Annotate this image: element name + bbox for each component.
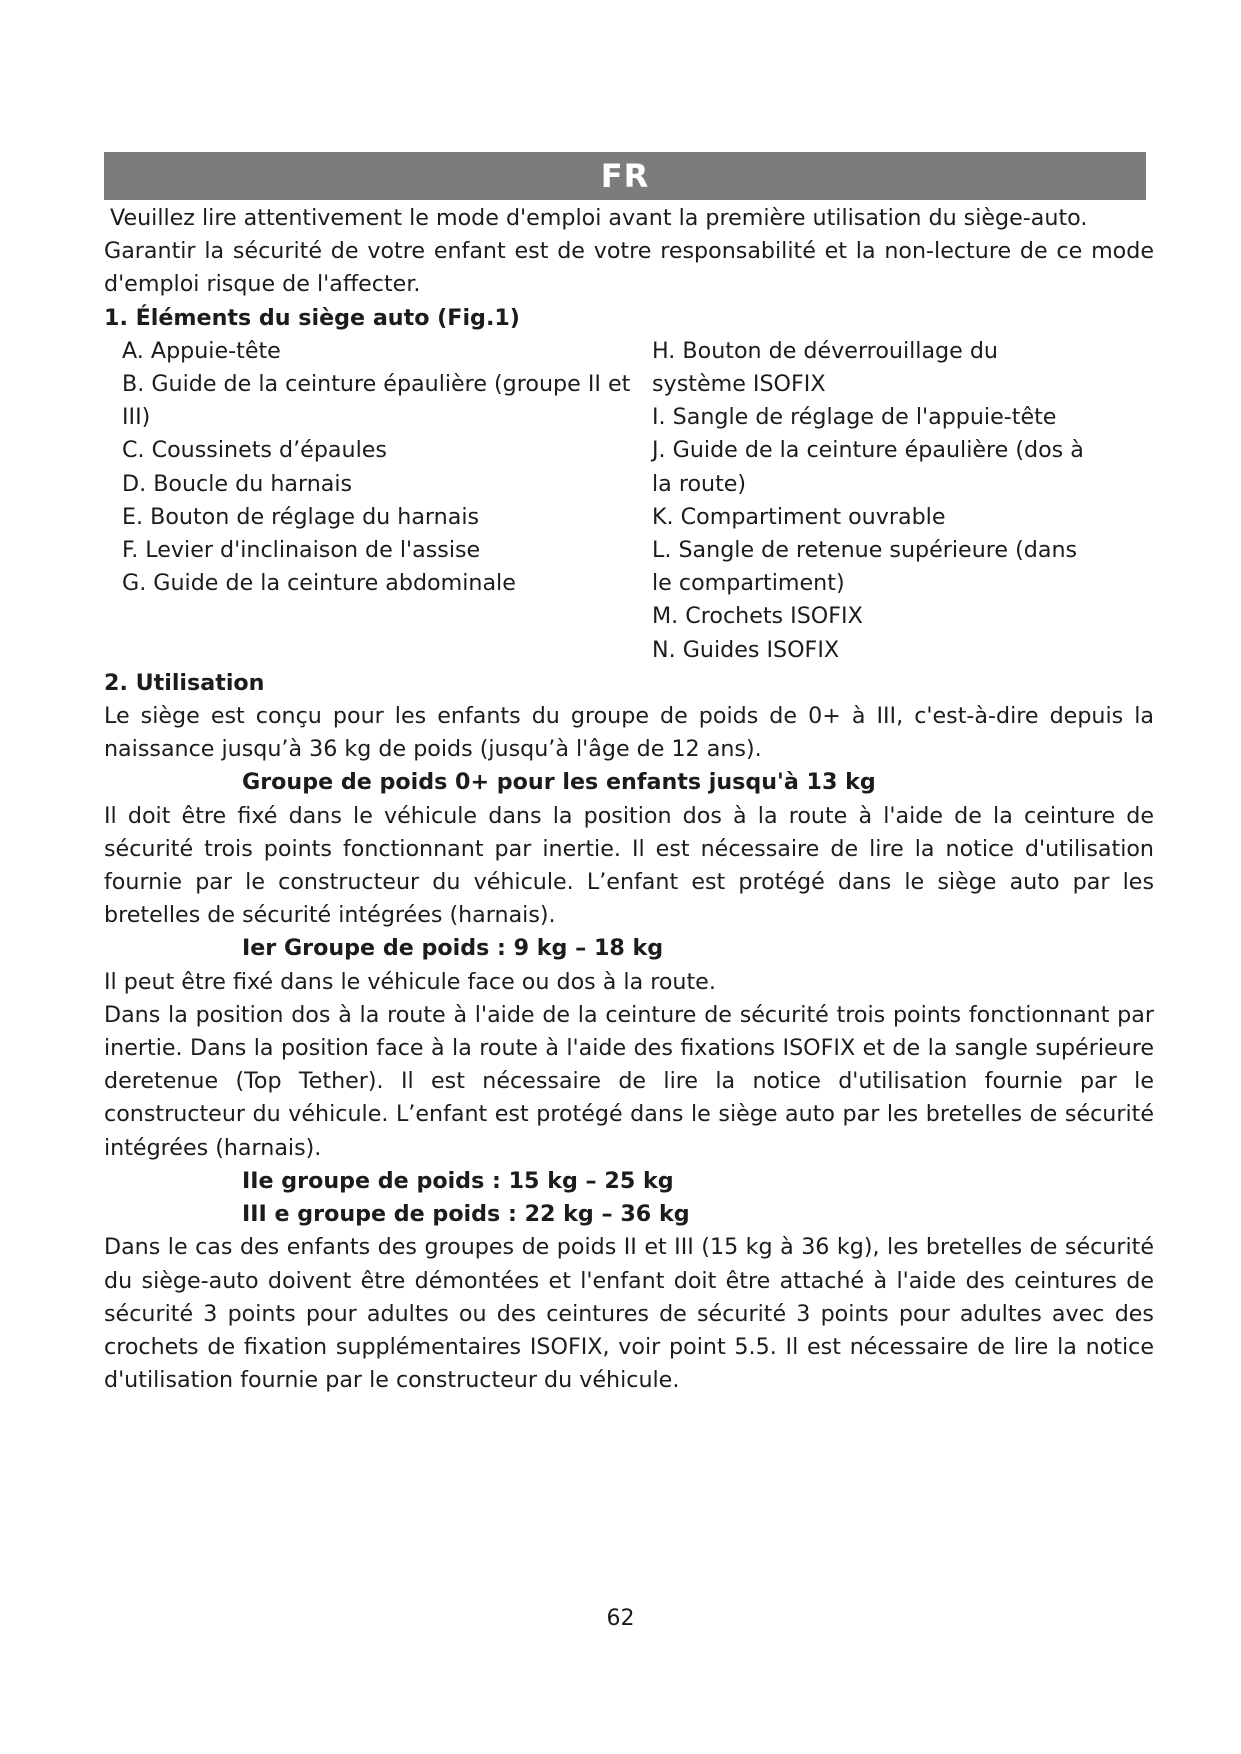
component-item: E. Bouton de réglage du harnais	[122, 503, 480, 530]
component-item: G. Guide de la ceinture abdominale	[122, 570, 516, 597]
language-header-bar	[104, 152, 1146, 200]
components-list	[104, 335, 1154, 667]
component-item: B. Guide de la ceinture épaulière (groupe II et III)	[122, 371, 631, 431]
group-1-text-2: Dans la position dos à la route à l'aide de la ceinture de sécurité trois points fonctionnant par inertie. Dans la position face à la route à l'aide des fixations ISOFIX et de la sangle supérieure deretenue (Top Tether). Il est nécessaire de lire la notice d'utilisation fournie par le constructeur du véhicule. L’enfant est protégé dans le siège auto par les bretelles de sécurité intégrées (harnais).	[104, 1001, 1154, 1161]
component-item: F. Levier d'inclinaison de l'assise	[122, 537, 481, 564]
group-2-heading: IIe groupe de poids : 15 kg – 25 kg	[242, 1167, 674, 1194]
component-item: J. Guide de la ceinture épaulière (dos à la route)	[652, 437, 1084, 497]
group-1-text-1: Il peut être fixé dans le véhicule face ou dos à la route.	[104, 968, 716, 995]
group-3-heading: III e groupe de poids : 22 kg – 36 kg	[242, 1201, 690, 1228]
group-0-text: Il doit être fixé dans le véhicule dans la position dos à la route à l'aide de la ceinture de sécurité trois points fonctionnant par inertie. Il est nécessaire de lire la notice d'utilisation fournie par le constructeur du véhicule. L’enfant est protégé dans le siège auto par les bretelles de sécurité intégrées (harnais).	[104, 802, 1154, 929]
intro-line-2: Garantir la sécurité de votre enfant est de votre responsabilité et la non-lecture de ce mode d'emploi risque de l'affecter.	[104, 238, 1154, 298]
language-label: FR	[600, 157, 650, 195]
page-number: 62	[606, 1606, 635, 1631]
component-item: L. Sangle de retenue supérieure (dans le compartiment)	[652, 537, 1078, 597]
intro-line-1: Veuillez lire attentivement le mode d'emploi avant la première utilisation du siège-auto.	[110, 205, 1088, 231]
section-2-title: 2. Utilisation	[104, 669, 265, 696]
page-content	[104, 202, 1154, 1397]
group-1-heading: Ier Groupe de poids : 9 kg – 18 kg	[242, 935, 664, 962]
component-item: M. Crochets ISOFIX	[652, 603, 863, 630]
component-item: N. Guides ISOFIX	[652, 636, 840, 663]
section-1-title: 1. Éléments du siège auto (Fig.1)	[104, 304, 520, 331]
component-item: H. Bouton de déverrouillage du système ISOFIX	[652, 337, 998, 398]
component-item: C. Coussinets d’épaules	[122, 437, 387, 464]
component-item: D. Boucle du harnais	[122, 470, 353, 497]
usage-intro: Le siège est conçu pour les enfants du groupe de poids de 0+ à III, c'est-à-dire depuis la naissance jusqu’à 36 kg de poids (jusqu’à l'âge de 12 ans).	[104, 703, 1154, 763]
components-left-column	[104, 335, 652, 667]
component-item: K. Compartiment ouvrable	[652, 503, 946, 530]
components-right-column	[652, 335, 1092, 667]
component-item: I. Sangle de réglage de l'appuie-tête	[652, 404, 1057, 431]
group-0-heading: Groupe de poids 0+ pour les enfants jusqu'à 13 kg	[242, 769, 876, 796]
component-item: A. Appuie-tête	[122, 337, 281, 364]
intro-paragraph	[104, 202, 1154, 302]
group-2-3-text: Dans le cas des enfants des groupes de poids II et III (15 kg à 36 kg), les bretelles de sécurité du siège-auto doivent être démontées et l'enfant doit être attaché à l'aide des ceintures de sécurité 3 points pour adultes ou des ceintures de sécurité 3 points pour adultes avec des crochets de fixation supplémentaires ISOFIX, voir point 5.5. Il est nécessaire de lire la notice d'utilisation fournie par le constructeur du véhicule.	[104, 1234, 1154, 1394]
